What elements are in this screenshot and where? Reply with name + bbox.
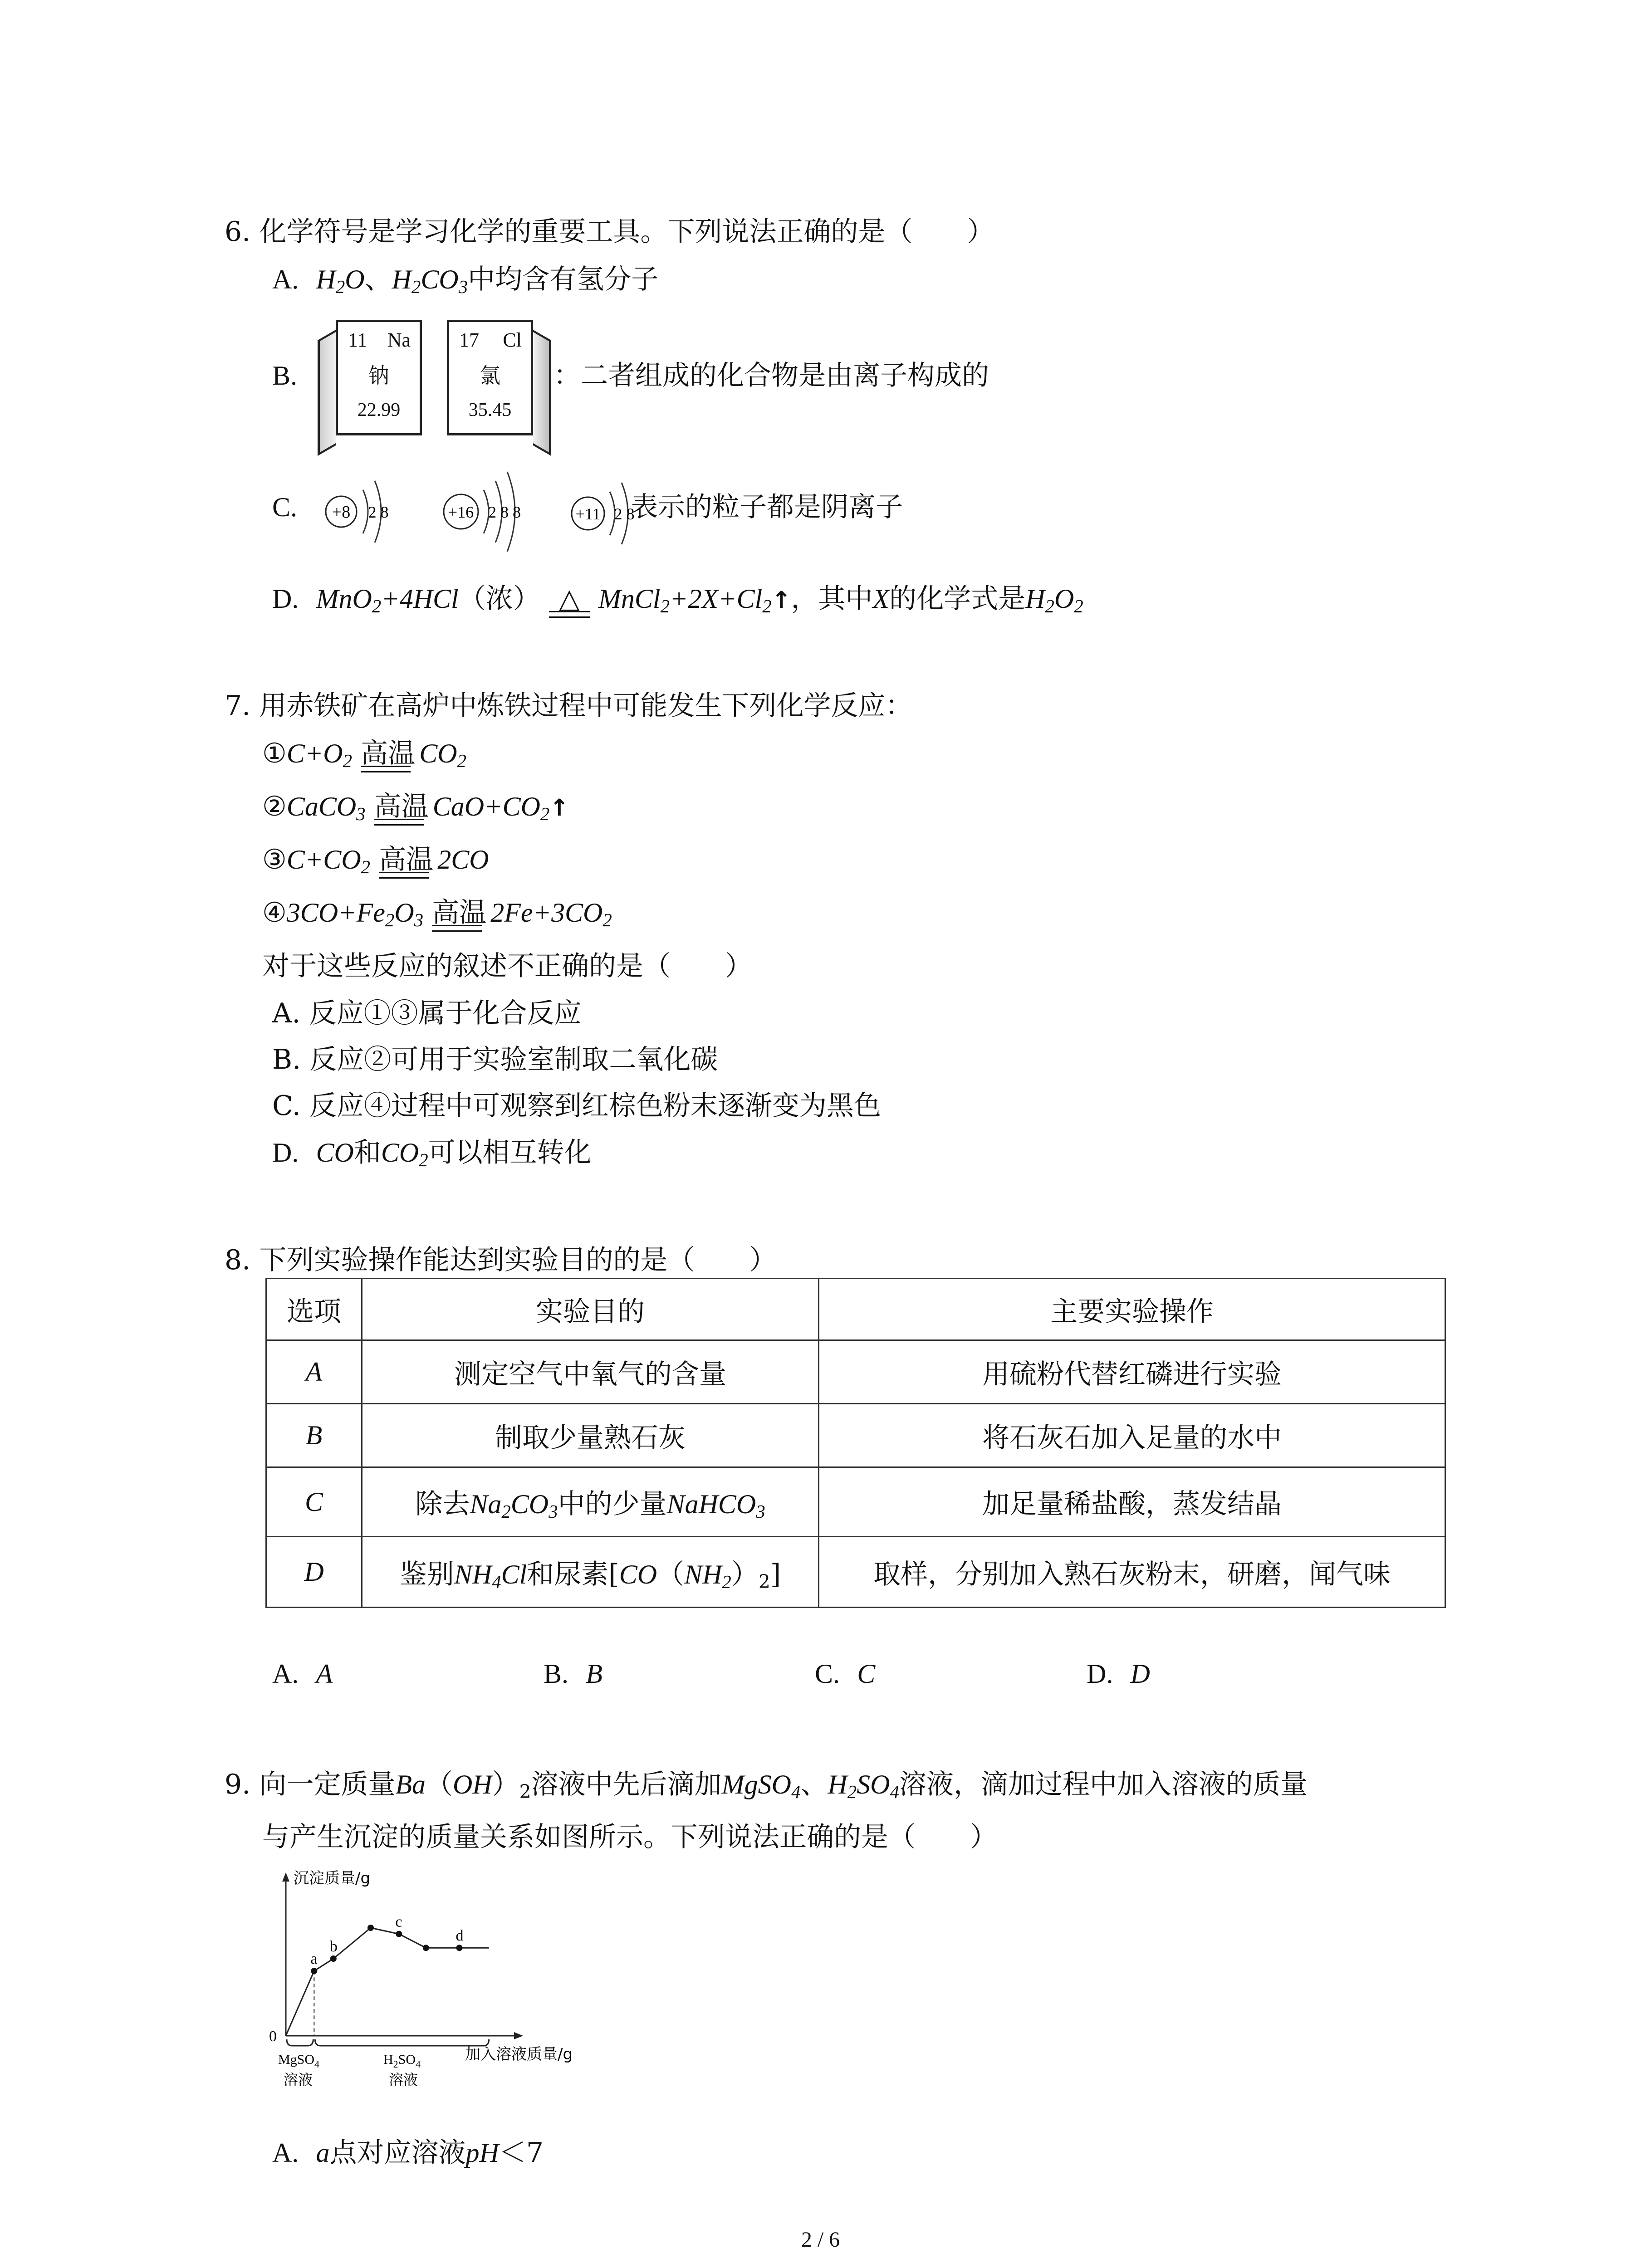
point-label-a: a xyxy=(310,1950,318,1968)
data-point xyxy=(456,1945,463,1951)
svg-text:2 8: 2 8 xyxy=(368,503,389,521)
segment-label-h2so4: $H_2SO_4$ xyxy=(383,2052,421,2070)
table-row: D 鉴别$NH_4Cl$和尿素$[CO(NH_2)_2]$ 取样，分别加入熟石灰粉末，研磨，闻气味 xyxy=(266,1537,1445,1608)
q7-option-d[interactable]: D. CO和$CO_2$可以相互转化 xyxy=(272,1137,592,1171)
q6-option-d[interactable]: D. MnO$_2$+4HCl（浓） △ $MnCl_2+2X+Cl_2↑$，其中X的化学式是$H_2O_2$ xyxy=(272,582,1083,618)
q8-choice-c[interactable]: C. C xyxy=(815,1659,876,1689)
header-goal: 实验目的 xyxy=(362,1279,819,1340)
experiment-table xyxy=(265,1278,1446,1608)
q7-reaction-2: ②CaCO$_3$ 高温 $CaO+CO_2↑$ xyxy=(262,789,569,826)
data-point xyxy=(367,1925,374,1931)
q9-option-a[interactable]: A. a点对应溶液pH＜7 xyxy=(272,2137,544,2169)
data-point xyxy=(396,1931,402,1937)
x-axis-arrow xyxy=(514,2032,523,2039)
q6-option-b-text: ：二者组成的化合物是由离子构成的 xyxy=(554,360,989,391)
element-card-sodium: 11 Na 钠 22.99 xyxy=(318,320,422,447)
precipitate-chart xyxy=(252,1864,606,2109)
q6-option-a[interactable]: A. $H_2O$、$H_2CO_3$中均含有氢分子 xyxy=(272,264,659,298)
q6-option-c-label[interactable]: C. xyxy=(272,492,298,522)
q8-choice-d[interactable]: D. D xyxy=(1087,1659,1150,1689)
point-label-c: c xyxy=(395,1913,402,1931)
segment-label-h2so4-solution: 溶液 xyxy=(389,2071,418,2088)
svg-text:2 8 8: 2 8 8 xyxy=(488,503,521,521)
table-row: B 制取少量熟石灰 将石灰石加入足量的水中 xyxy=(266,1404,1445,1467)
q9-stem-line-1: 9. 向一定质量$Ba(OH)_2$溶液中先后滴加MgSO$_4$、$H_2SO_4$溶液，滴加过程中加入溶液的质量 xyxy=(225,1769,1308,1803)
gas-arrow-icon: ↑ xyxy=(771,587,791,614)
q7-stem: 7. 用赤铁矿在高炉中炼铁过程中可能发生下列化学反应： xyxy=(225,690,913,722)
svg-text:+11: +11 xyxy=(575,505,601,523)
q6-option-c-text: 表示的粒子都是阴离子 xyxy=(631,491,903,523)
point-label-b: b xyxy=(329,1938,338,1955)
y-axis-label: 沉淀质量/g xyxy=(294,1869,371,1887)
table-row: C 除去$Na_2CO_3$中的少量NaHCO$_3$ 加足量稀盐酸，蒸发结晶 xyxy=(266,1467,1445,1537)
heat-reaction-sign: △ xyxy=(549,582,590,616)
element-card-chlorine: 17 Cl 氯 35.45 xyxy=(447,320,551,447)
header-option: 选项 xyxy=(266,1279,362,1340)
svg-text:+16: +16 xyxy=(448,503,474,521)
segment-label-mgso4-solution: 溶液 xyxy=(284,2071,313,2088)
atom-diagram-1 xyxy=(326,481,389,543)
atom-diagram-2 xyxy=(444,472,521,552)
y-axis-arrow xyxy=(282,1872,289,1882)
svg-text:2 8: 2 8 xyxy=(614,505,635,523)
point-label-d: d xyxy=(456,1927,464,1945)
table-header-row xyxy=(266,1279,1445,1340)
q7-reaction-3: $③C+CO_2$ 高温 2CO xyxy=(262,842,489,877)
segment-brace xyxy=(315,2039,489,2046)
origin-label: 0 xyxy=(269,2028,277,2045)
q9-stem-line-2: 与产生沉淀的质量关系如图所示。下列说法正确的是（ ） xyxy=(262,1821,997,1853)
segment-label-mgso4: MgSO$_4$ xyxy=(278,2052,320,2070)
atom-structure-diagrams xyxy=(318,463,644,553)
q7-option-b[interactable]: B. 反应②可用于实验室制取二氧化碳 xyxy=(272,1044,718,1075)
q7-option-a[interactable]: A. 反应①③属于化合反应 xyxy=(272,997,582,1029)
gas-arrow-icon: ↑ xyxy=(549,795,569,821)
segment-brace xyxy=(287,2039,313,2046)
q7-reaction-4: $④3CO+Fe_2O_3$ 高温 $2Fe+3CO_2$ xyxy=(262,895,612,930)
segment-braces xyxy=(287,2039,489,2046)
q7-reaction-1: $①C+O_2$ 高温 $CO_2$ xyxy=(262,736,466,771)
data-point xyxy=(330,1955,337,1962)
q8-stem: 8. 下列实验操作能达到实验目的的是（ ） xyxy=(225,1244,777,1276)
q7-option-c[interactable]: C. 反应④过程中可观察到红棕色粉末逐渐变为黑色 xyxy=(272,1090,881,1122)
page-number: 2 / 6 xyxy=(801,2228,840,2252)
q6-option-b-label[interactable]: B. xyxy=(272,361,298,391)
table-row: A 测定空气中氧气的含量 用硫粉代替红磷进行实验 xyxy=(266,1340,1445,1404)
q8-choice-a[interactable]: A. A xyxy=(272,1659,333,1689)
data-point xyxy=(311,1968,317,1974)
header-operation: 主要实验操作 xyxy=(819,1279,1445,1340)
atom-diagram-3 xyxy=(572,483,635,544)
data-point xyxy=(423,1945,429,1951)
svg-text:+8: +8 xyxy=(332,503,351,522)
x-axis-label: 加入溶液质量/g xyxy=(465,2045,573,2063)
q7-question: 对于这些反应的叙述不正确的是（ ） xyxy=(262,950,752,982)
q8-choice-b[interactable]: B. B xyxy=(544,1659,603,1689)
q6-stem: 6. 化学符号是学习化学的重要工具。下列说法正确的是（ ） xyxy=(225,216,994,248)
